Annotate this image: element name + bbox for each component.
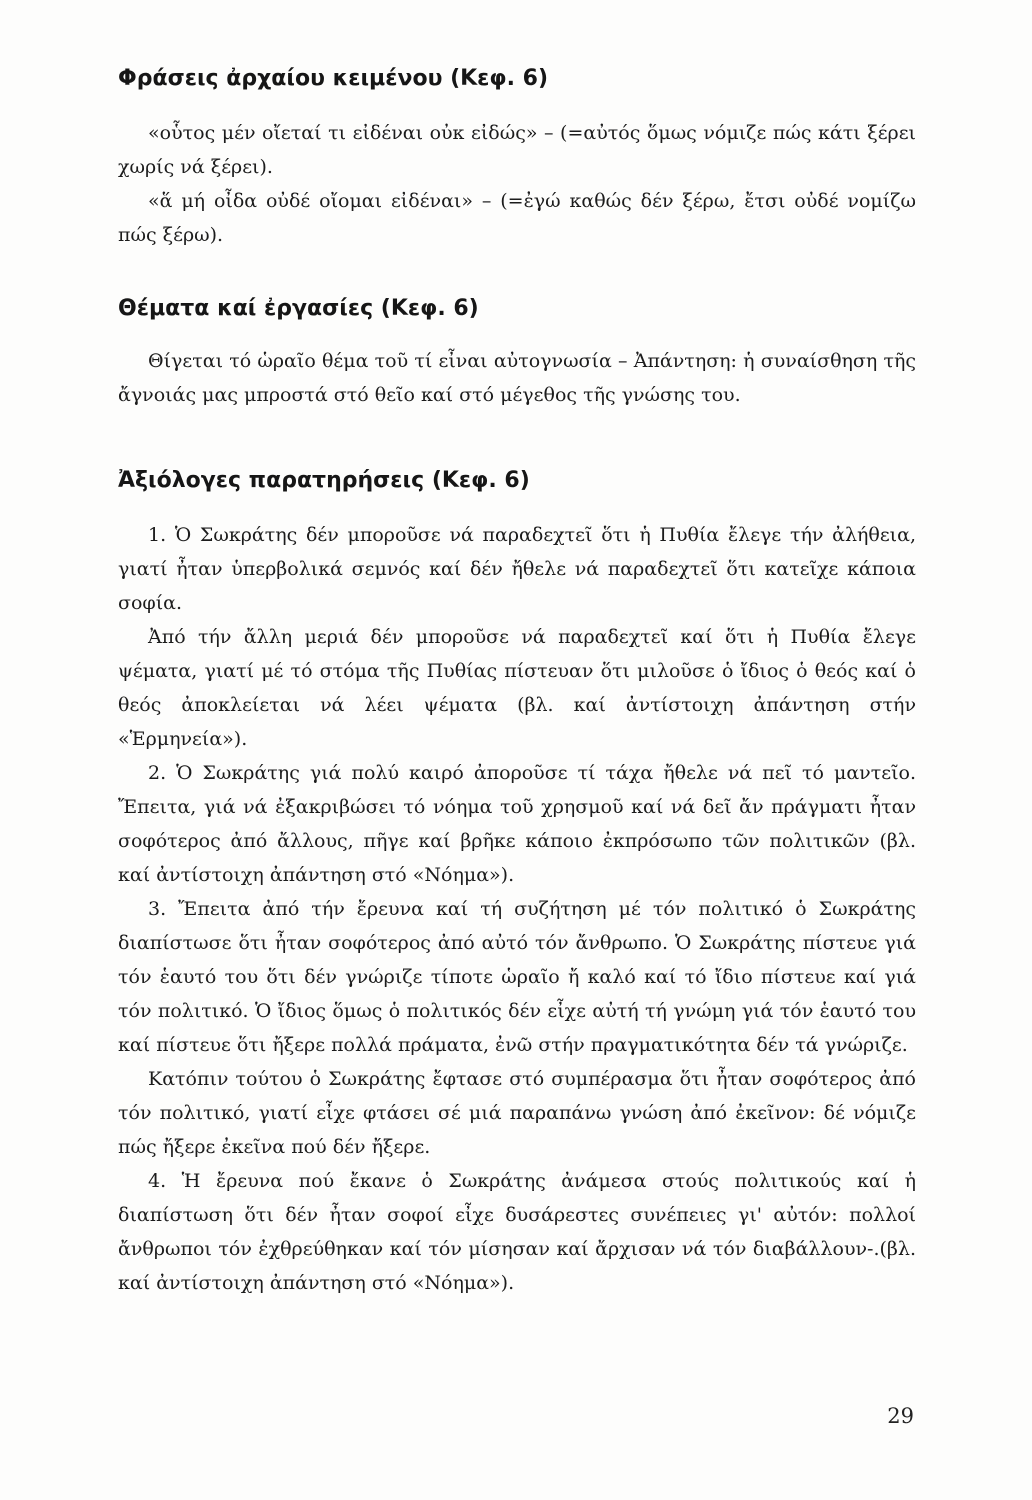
- remark-paragraph: 4. Ἡ ἔρευνα πού ἔκανε ὁ Σωκράτης ἀνάμεσα στούς πολιτικούς καί ἡ διαπίστωση ὅτι δέν ἦταν σοφοί εἶχε δυσάρεστες συνέπειες γι' αὐτόν: πολλοί ἄνθρωποι τόν ἐχθρεύθηκαν καί τόν μίσησαν καί ἄρχισαν νά τόν διαβάλλουν-.(βλ. καί ἀντίστοιχη ἀπάντηση στό «Νόημα»).: [118, 1170, 916, 1294]
- page-number: 29: [887, 1404, 914, 1428]
- remark-paragraph: Ἀπό τήν ἄλλη μεριά δέν μποροῦσε νά παραδεχτεῖ καί ὅτι ἡ Πυθία ἔλεγε ψέματα, γιατί μέ τό στόμα τῆς Πυθίας πίστευαν ὅτι μιλοῦσε ὁ ἴδιος ὁ θεός καί ὁ θεός ἀποκλείεται νά λέει ψέματα (βλ. καί ἀντίστοιχη ἀπάντηση στήν «Ἑρμηνεία»).: [118, 626, 916, 750]
- section-heading-phrases: Φράσεις ἀρχαίου κειμένου (Κεφ. 6): [118, 66, 549, 91]
- phrase-paragraph: «οὗτος μέν οἴεταί τι εἰδέναι οὐκ εἰδώς» – (=αὐτός ὅμως νόμιζε πώς κάτι ξέρει χωρίς νά ξέρει).: [118, 122, 916, 178]
- section-heading-remarks: Ἀξιόλογες παρατηρήσεις (Κεφ. 6): [118, 468, 530, 493]
- section-themes: [118, 294, 916, 412]
- theme-paragraph: Θίγεται τό ὡραῖο θέμα τοῦ τί εἶναι αὐτογνωσία – Ἀπάντηση: ἡ συναίσθηση τῆς ἄγνοιάς μας μπροστά στό θεῖο καί στό μέγεθος τῆς γνώσης του.: [118, 350, 916, 406]
- remark-paragraph: 3. Ἔπειτα ἀπό τήν ἔρευνα καί τή συζήτηση μέ τόν πολιτικό ὁ Σωκράτης διαπίστωσε ὅτι ἦταν σοφότερος ἀπό αὐτό τόν ἄνθρωπο. Ὁ Σωκράτης πίστευε γιά τόν ἑαυτό του ὅτι δέν γνώριζε τίποτε ὡραῖο ἤ καλό καί τό ἴδιο πίστευε καί γιά τόν πολιτικό. Ὁ ἴδιος ὅμως ὁ πολιτικός δέν εἶχε αὐτή τή γνώμη γιά τόν ἑαυτό του καί πίστευε ὅτι ἤξερε πολλά πράματα, ἐνῶ στήν πραγματικότητα δέν τά γνώριζε.: [118, 898, 916, 1056]
- section-heading-themes: Θέματα καί ἐργασίες (Κεφ. 6): [118, 296, 479, 321]
- remark-paragraph: 2. Ὁ Σωκράτης γιά πολύ καιρό ἀποροῦσε τί τάχα ἤθελε νά πεῖ τό μαντεῖο. Ἔπειτα, γιά νά ἐξακριβώσει τό νόημα τοῦ χρησμοῦ καί νά δεῖ ἄν πράγματι ἦταν σοφότερος ἀπό ἄλλους, πῆγε καί βρῆκε κάποιο ἐκπρόσωπο τῶν πολιτικῶν (βλ. καί ἀντίστοιχη ἀπάντηση στό «Νόημα»).: [118, 762, 916, 886]
- remark-paragraph: 1. Ὁ Σωκράτης δέν μποροῦσε νά παραδεχτεῖ ὅτι ἡ Πυθία ἔλεγε τήν ἀλήθεια, γιατί ἦταν ὑπερβολικά σεμνός καί δέν ἤθελε νά παραδεχτεῖ ὅτι κατεῖχε κάποια σοφία.: [118, 524, 916, 614]
- section-remarks: [118, 466, 916, 1300]
- section-phrases: [118, 64, 916, 252]
- remark-paragraph: Κατόπιν τούτου ὁ Σωκράτης ἔφτασε στό συμπέρασμα ὅτι ἦταν σοφότερος ἀπό τόν πολιτικό, γιατί εἶχε φτάσει σέ μιά παραπάνω γνώση ἀπό ἐκεῖνον: δέ νόμιζε πώς ἤξερε ἐκεῖνα πού δέν ἤξερε.: [118, 1068, 916, 1158]
- phrase-paragraph: «ἅ μή οἶδα οὐδέ οἴομαι εἰδέναι» – (=ἐγώ καθώς δέν ξέρω, ἔτσι οὐδέ νομίζω πώς ξέρω).: [118, 190, 916, 246]
